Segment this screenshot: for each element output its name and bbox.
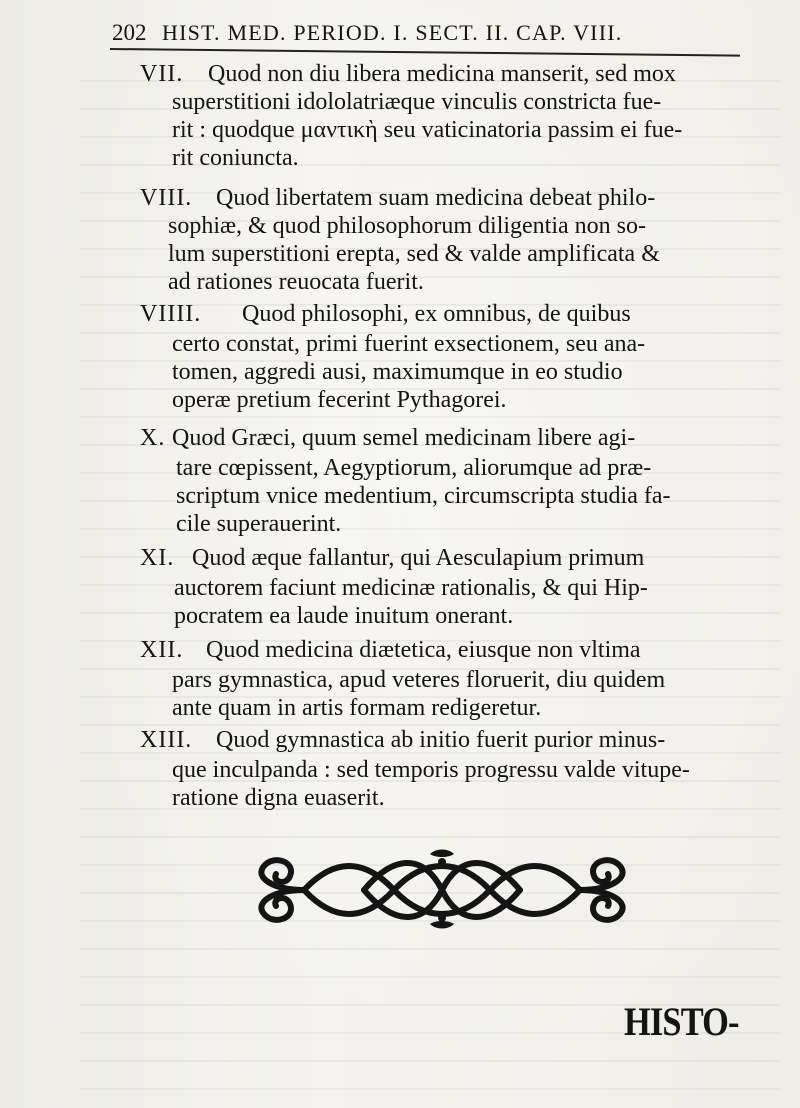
article-line: ratione digna euaserit. [172, 785, 385, 811]
article-line: rit coniuncta. [172, 145, 299, 171]
article-line: pars gymnastica, apud veteres floruerit, diu quidem [172, 667, 666, 693]
article-line: tomen, aggredi ausi, maximumque in eo studio [172, 359, 623, 385]
article-numeral: VII. [140, 61, 184, 87]
article-line: Quod æque fallantur, qui Aesculapium primum [192, 545, 645, 571]
running-head: HIST. MED. PERIOD. I. SECT. II. CAP. VIII. [162, 20, 623, 45]
article-line: Quod gymnastica ab initio fuerit purior minus- [216, 727, 666, 753]
article-line: certo constat, primi fuerint exsectionem, seu ana- [172, 331, 646, 357]
article-numeral: XII. [140, 637, 184, 663]
article-line: Quod non diu libera medicina manserit, sed mox [208, 61, 676, 87]
article-line: lum superstitioni erepta, sed & valde amplificata & [168, 241, 660, 267]
article-line: superstitioni idololatriæque vinculis constricta fue- [172, 89, 662, 115]
article-line: Quod Græci, quum semel medicinam libere agi- [172, 425, 636, 451]
article-line: cile superauerint. [176, 511, 342, 537]
article-numeral: VIIII. [140, 301, 202, 327]
ornament-tailpiece [244, 848, 640, 930]
header-rule [110, 48, 740, 57]
article-numeral: XI. [140, 545, 175, 571]
article-numeral: XIII. [140, 727, 193, 753]
article-line: pocratem ea laude inuitum onerant. [174, 603, 514, 629]
article-line: rit : quodque μαντικὴ seu vaticinatoria passim ei fue- [172, 117, 683, 143]
page-number: 202 [112, 20, 147, 45]
article-line: operæ pretium fecerint Pythagorei. [172, 387, 507, 413]
article-line: sophiæ, & quod philosophorum diligentia non so- [168, 213, 646, 239]
article-line: Quod medicina diætetica, eiusque non vltima [206, 637, 641, 663]
article-line: ante quam in artis formam redigeretur. [172, 695, 542, 721]
article-line: auctorem faciunt medicinæ rationalis, & qui Hip- [174, 575, 648, 601]
article-line: Quod philosophi, ex omnibus, de quibus [242, 301, 631, 327]
article-line: tare cœpissent, Aegyptiorum, aliorumque ad præ- [176, 455, 652, 481]
article-line: ad rationes reuocata fuerit. [168, 269, 424, 295]
article-numeral: VIII. [140, 185, 193, 211]
article-line: que inculpanda : sed temporis progressu valde vitupe- [172, 757, 690, 783]
article-line: Quod libertatem suam medicina debeat philo- [216, 185, 656, 211]
article-line: scriptum vnice medentium, circumscripta studia fa- [176, 483, 671, 509]
article-numeral: X. [140, 425, 166, 451]
catchword: HISTO- [624, 999, 739, 1044]
page-header [112, 18, 732, 48]
